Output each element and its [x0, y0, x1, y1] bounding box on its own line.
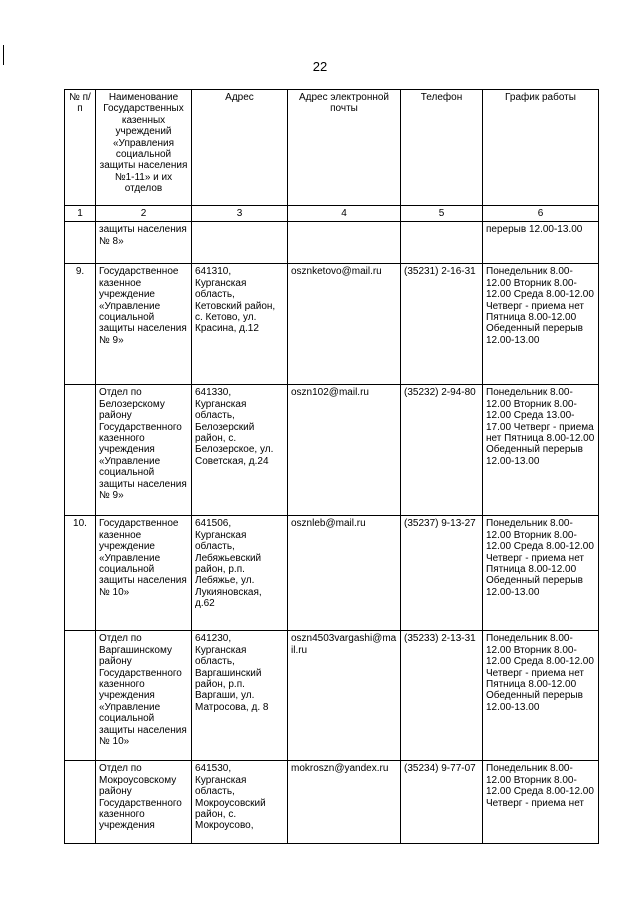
header-email: Адрес электронной почты: [288, 90, 401, 206]
table-row: [65, 222, 599, 264]
institution-email: oszn102@mail.ru: [288, 385, 401, 516]
institution-phone: (35231) 2-16-31: [401, 264, 483, 385]
column-number: 6: [483, 206, 599, 222]
row-number: [65, 385, 96, 516]
institution-name: Отдел по Варгашинскому району Государственного казенного учреждения «Управление социальной защиты населения № 10»: [96, 631, 192, 761]
table-row: [65, 761, 599, 844]
column-number-row: [65, 206, 599, 222]
institution-address: 641310, Курганская область, Кетовский район, с. Кетово, ул. Красина, д.12: [192, 264, 288, 385]
header-address: Адрес: [192, 90, 288, 206]
row-number: 10.: [65, 516, 96, 631]
institution-address: 641506, Курганская область, Лебяжьевский район, р.п. Лебяжье, ул. Лукияновская, д.62: [192, 516, 288, 631]
column-number: 2: [96, 206, 192, 222]
institution-schedule: Понедельник 8.00-12.00 Вторник 8.00-12.00 Среда 8.00-12.00 Четверг - приема нет Пятница 8.00-12.00 Обеденный перерыв 12.00-13.00: [483, 631, 599, 761]
column-number: 4: [288, 206, 401, 222]
institution-email: osznketovo@mail.ru: [288, 264, 401, 385]
table-row: [65, 516, 599, 631]
institution-address: 641330, Курганская область, Белозерский район, с. Белозерское, ул. Советская, д.24: [192, 385, 288, 516]
institution-address: 641230, Курганская область, Варгашинский район, р.п. Варгаши, ул. Матросова, д. 8: [192, 631, 288, 761]
institution-name: Государственное казенное учреждение «Управление социальной защиты населения № 10»: [96, 516, 192, 631]
header-phone: Телефон: [401, 90, 483, 206]
row-number: [65, 761, 96, 844]
institution-name: Отдел по Мокроусовскому району Государственного казенного учреждения: [96, 761, 192, 844]
header-row: [65, 90, 599, 206]
institution-phone: [401, 222, 483, 264]
column-number: 3: [192, 206, 288, 222]
institution-name: защиты населения № 8»: [96, 222, 192, 264]
institution-schedule: Понедельник 8.00-12.00 Вторник 8.00-12.00 Среда 13.00-17.00 Четверг - приема нет Пятница 8.00-12.00 Обеденный перерыв 12.00-13.00: [483, 385, 599, 516]
table-row: [65, 631, 599, 761]
row-number: [65, 631, 96, 761]
institution-schedule: Понедельник 8.00-12.00 Вторник 8.00-12.00 Среда 8.00-12.00 Четверг - приема нет Пятница 8.00-12.00 Обеденный перерыв 12.00-13.00: [483, 264, 599, 385]
institution-email: oszn4503vargashi@mail.ru: [288, 631, 401, 761]
institution-schedule: перерыв 12.00-13.00: [483, 222, 599, 264]
header-schedule: График работы: [483, 90, 599, 206]
institution-phone: (35234) 9-77-07: [401, 761, 483, 844]
institution-phone: (35233) 2-13-31: [401, 631, 483, 761]
institution-email: mokroszn@yandex.ru: [288, 761, 401, 844]
institution-address: [192, 222, 288, 264]
page-number: 22: [312, 59, 328, 74]
institution-email: [288, 222, 401, 264]
institution-phone: (35237) 9-13-27: [401, 516, 483, 631]
row-number: 9.: [65, 264, 96, 385]
table-row: [65, 264, 599, 385]
institution-name: Государственное казенное учреждение «Управление социальной защиты населения № 9»: [96, 264, 192, 385]
institution-phone: (35232) 2-94-80: [401, 385, 483, 516]
column-number: 5: [401, 206, 483, 222]
header-name: Наименование Государственных казенных учреждений «Управления социальной защиты населения №1-11» и их отделов: [96, 90, 192, 206]
institution-email: osznleb@mail.ru: [288, 516, 401, 631]
row-number: [65, 222, 96, 264]
institution-schedule: Понедельник 8.00-12.00 Вторник 8.00-12.00 Среда 8.00-12.00 Четверг - приема нет: [483, 761, 599, 844]
header-num: № п/п: [65, 90, 96, 206]
institution-name: Отдел по Белозерскому району Государственного казенного учреждения «Управление социальной защиты населения № 9»: [96, 385, 192, 516]
institutions-table: [64, 89, 599, 844]
institution-schedule: Понедельник 8.00-12.00 Вторник 8.00-12.00 Среда 8.00-12.00 Четверг - приема нет Пятница 8.00-12.00 Обеденный перерыв 12.00-13.00: [483, 516, 599, 631]
table-row: [65, 385, 599, 516]
column-number: 1: [65, 206, 96, 222]
institution-address: 641530, Курганская область, Мокроусовский район, с. Мокроусово,: [192, 761, 288, 844]
